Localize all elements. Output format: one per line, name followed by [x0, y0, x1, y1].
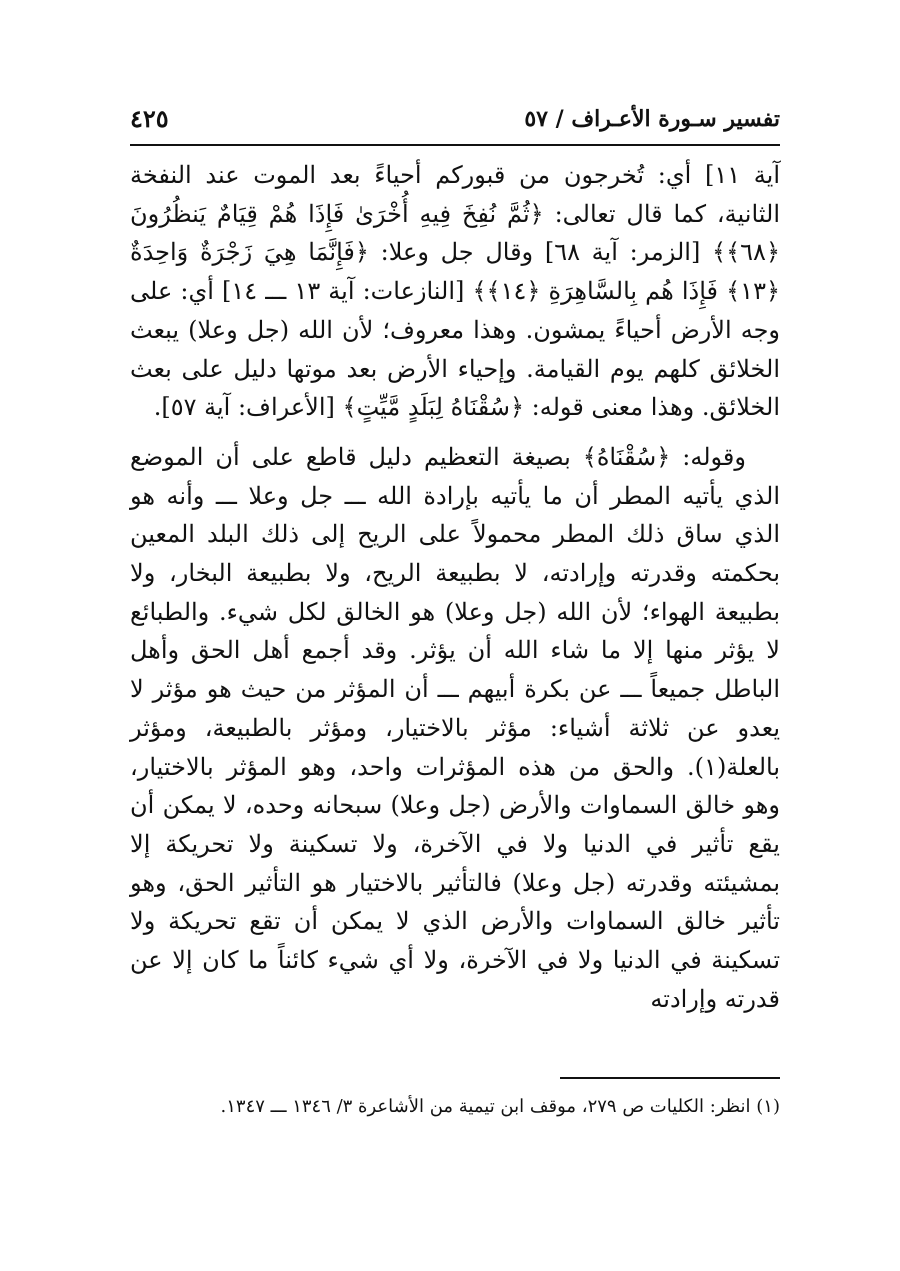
running-title: تفسير سـورة الأعـراف / ٥٧ [524, 106, 780, 132]
footnote-separator [560, 1077, 780, 1079]
footnote: (١) انظر: الكليات ص ٢٧٩، موقف ابن تيمية من الأشاعرة ٣/ ١٣٤٦ ـــ ١٣٤٧. [220, 1096, 780, 1117]
paragraph-1: آية ١١] أي: تُخرجون من قبوركم أحياءً بعد الموت عند النفخة الثانية، كما قال تعالى: ﴿ثُمَّ نُفِخَ فِيهِ أُخْرَىٰ فَإِذَا هُمْ قِيَامٌ يَنظُرُونَ ﴿٦٨﴾﴾ [الزمر: آية ٦٨] وقال جل وعلا: ﴿فَإِنَّمَا هِيَ زَجْرَةٌ وَاحِدَةٌ ﴿١٣﴾ فَإِذَا هُم بِالسَّاهِرَةِ ﴿١٤﴾﴾ [النازعات: آية ١٣ ـــ ١٤] أي: على وجه الأرض أحياءً يمشون. وهذا معروف؛ لأن الله (جل وعلا) يبعث الخلائق كلهم يوم القيامة. وإحياء الأرض بعد موتها دليل على بعث الخلائق. وهذا معنى قوله: ﴿سُقْنَاهُ لِبَلَدٍ مَّيِّتٍ﴾ [الأعراف: آية ٥٧]. [130, 161, 781, 422]
paragraph-2: وقوله: ﴿سُقْنَاهُ﴾ بصيغة التعظيم دليل قاطع على أن الموضع الذي يأتيه المطر أن ما يأتيه بإرادة الله ـــ جل وعلا ـــ وأنه هو الذي ساق ذلك المطر محمولاً على الريح إلى ذلك البلد المعين بحكمته وقدرته وإرادته، لا بطبيعة الريح، ولا بطبيعة البخار، ولا بطبيعة الهواء؛ لأن الله (جل وعلا) هو الخالق لكل شيء. والطبائع لا يؤثر منها إلا ما شاء الله أن يؤثر. وقد أجمع أهل الحق وأهل الباطل جميعاً ـــ عن بكرة أبيهم ـــ أن المؤثر من حيث هو مؤثر لا يعدو عن ثلاثة أشياء: مؤثر بالاختيار، ومؤثر بالطبيعة، ومؤثر بالعلة(١). والحق من هذه المؤثرات واحد، وهو المؤثر بالاختيار، وهو خالق السماوات والأرض (جل وعلا) سبحانه وحده، لا يمكن أن يقع تأثير في الدنيا ولا في الآخرة، ولا تسكينة ولا تحريكة إلا بمشيئته وقدرته (جل وعلا) فالتأثير بالاختيار هو التأثير الحق، وهو تأثير خالق السماوات والأرض الذي لا يمكن أن تقع تحريكة ولا تسكينة في الدنيا ولا في الآخرة، ولا أي شيء كائناً ما كان إلا عن قدرته وإرادته [130, 442, 781, 1013]
page-header [130, 100, 780, 146]
page-body [130, 156, 780, 1018]
page-number: ٤٢٥ [130, 104, 169, 133]
page [130, 100, 781, 1117]
